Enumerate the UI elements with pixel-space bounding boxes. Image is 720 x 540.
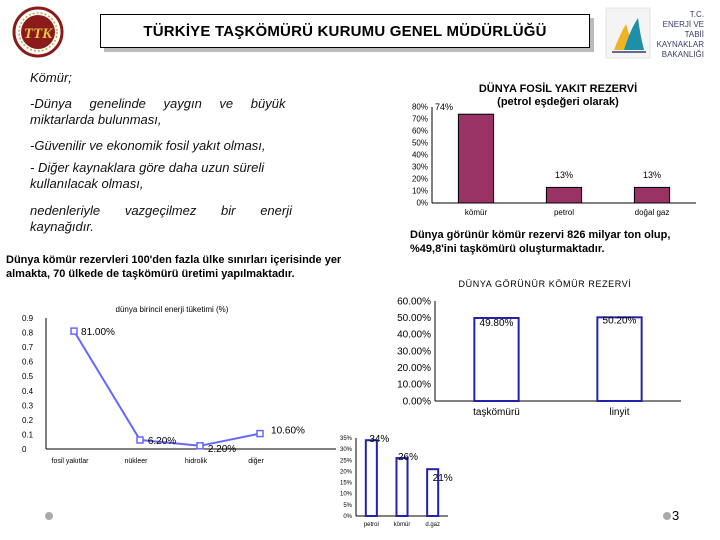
y-tick-label: 0% (343, 514, 352, 520)
y-tick-label: 0.9 (22, 314, 34, 323)
x-tick-label: taşkömürü (473, 407, 520, 418)
reserves-note: Dünya kömür rezervleri 100'den fazla ülke sınırları içerisinde yer almakta, 70 ülkede de taşkömürü üretimi yapılmaktadır. (6, 254, 342, 280)
y-tick-label: 10% (411, 186, 428, 196)
y-tick-label: 40% (411, 150, 428, 160)
y-tick-label: 0.5 (22, 372, 34, 382)
data-label: 13% (554, 170, 574, 180)
page-number: 3 (672, 508, 680, 523)
y-tick-label: 0.1 (22, 430, 34, 440)
data-label: 21% (432, 473, 453, 485)
fossil-reserve-chart (380, 72, 710, 222)
data-label: 6.20% (147, 435, 177, 447)
bullet-widespread: -Dünya genelinde yaygın ve büyük miktarlarda bulunması, (30, 96, 286, 127)
data-label: 74% (434, 102, 454, 113)
y-tick-label: 60% (411, 126, 428, 136)
y-tick-label: 30.00% (397, 346, 431, 358)
page-title: TÜRKİYE TAŞKÖMÜRÜ KURUMU GENEL MÜDÜRLÜĞÜ (143, 22, 547, 40)
bullet-conclusion: nedenleriyle vazgeçilmez bir enerji kaynağıdır. (30, 203, 292, 234)
series-line (74, 331, 260, 446)
y-tick-label: 0% (416, 198, 428, 208)
y-tick-label: 5% (343, 502, 352, 509)
x-tick-label: kömür (464, 208, 488, 217)
y-tick-label: 0.00% (402, 396, 431, 408)
y-tick-label: 0.6 (22, 357, 34, 367)
y-tick-label: 60.00% (397, 296, 431, 308)
y-tick-label: 50% (411, 138, 428, 148)
y-tick-label: 0.2 (22, 415, 34, 425)
data-label: 81.00% (81, 327, 115, 339)
coal-reserve-chart (385, 275, 715, 425)
y-tick-label: 80% (411, 102, 428, 112)
x-tick-label: petrol (363, 522, 379, 528)
energy-consumption-chart (22, 295, 342, 470)
ministry-emblem-icon (604, 4, 654, 62)
y-tick-label: 40.00% (397, 329, 431, 341)
ministry-text: T.C. ENERJİ VE TABİİ KAYNAKLAR BAKANLIĞI (656, 10, 704, 59)
y-tick-label: 20% (411, 174, 428, 184)
data-label: 10.60% (271, 425, 305, 437)
x-tick-label: petrol (553, 208, 575, 217)
data-label: 13% (642, 170, 662, 180)
y-tick-label: 20% (339, 469, 352, 476)
energy-share-chart (330, 428, 490, 538)
y-tick-label: 30% (411, 162, 428, 172)
bar (634, 187, 669, 203)
bullet-dot-icon (42, 509, 56, 523)
chart1-subtitle: (petrol eşdeğeri olarak) (497, 96, 619, 108)
y-tick-label: 30% (339, 447, 352, 454)
visible-reserve-note: Dünya görünür kömür rezervi 826 milyar ton olup, %49,8'ini taşkömürü oluşturmaktadır. (410, 229, 671, 255)
bar (474, 318, 518, 401)
y-tick-label: 0 (22, 445, 27, 454)
chart1-title: DÜNYA FOSİL YAKIT REZERVİ (478, 83, 638, 95)
bar (458, 114, 493, 203)
y-tick-label: 0.3 (22, 401, 34, 411)
bullet-longer-use: - Diğer kaynaklara göre daha uzun süreli kullanılacak olması, (30, 160, 265, 191)
data-label: 34% (369, 434, 390, 446)
bar (597, 317, 641, 401)
y-tick-label: 10% (339, 491, 352, 498)
y-tick-label: 15% (339, 480, 352, 487)
bar (366, 440, 377, 516)
x-tick-label: d.gaz (425, 522, 441, 528)
x-tick-label: kömür (393, 522, 411, 528)
x-tick-label: hidrolik (184, 458, 208, 465)
data-label: 49.80% (479, 318, 514, 329)
y-tick-label: 0.4 (22, 386, 34, 396)
y-tick-label: 0.8 (22, 328, 34, 338)
data-label: 50.20% (602, 315, 637, 327)
data-point (257, 431, 263, 437)
bar (546, 187, 581, 203)
y-tick-label: 70% (411, 114, 428, 124)
ttk-logo (12, 6, 64, 58)
data-label: 26% (397, 452, 419, 464)
x-tick-label: diğer (248, 458, 264, 465)
y-tick-label: 20.00% (397, 363, 431, 374)
data-point (71, 328, 77, 334)
chart3-title: dünya birincil enerji tüketimi (%) (115, 305, 229, 314)
x-tick-label: nükleer (124, 458, 148, 465)
data-point (197, 443, 203, 449)
y-tick-label: 0.7 (22, 343, 34, 353)
y-tick-label: 25% (339, 458, 352, 465)
x-tick-label: linyit (609, 407, 630, 418)
ministry-logo (604, 4, 708, 62)
ttk-logo-text: TTK (23, 26, 53, 42)
y-tick-label: 35% (339, 436, 352, 442)
x-tick-label: fosil yakıtlar (51, 458, 89, 465)
data-label: 2.20% (207, 443, 237, 455)
bar (396, 458, 407, 516)
chart2-title: DÜNYA GÖRÜNÜR KÖMÜR REZERVİ (458, 279, 632, 289)
title-banner (100, 14, 590, 48)
bullet-reliable: -Güvenilir ve ekonomik fosil yakıt olması, (30, 138, 266, 153)
x-tick-label: doğal gaz (634, 208, 670, 217)
y-tick-label: 50.00% (397, 313, 431, 324)
intro-heading: Kömür; (30, 70, 72, 85)
y-tick-label: 10.00% (397, 379, 431, 391)
data-point (137, 437, 143, 443)
